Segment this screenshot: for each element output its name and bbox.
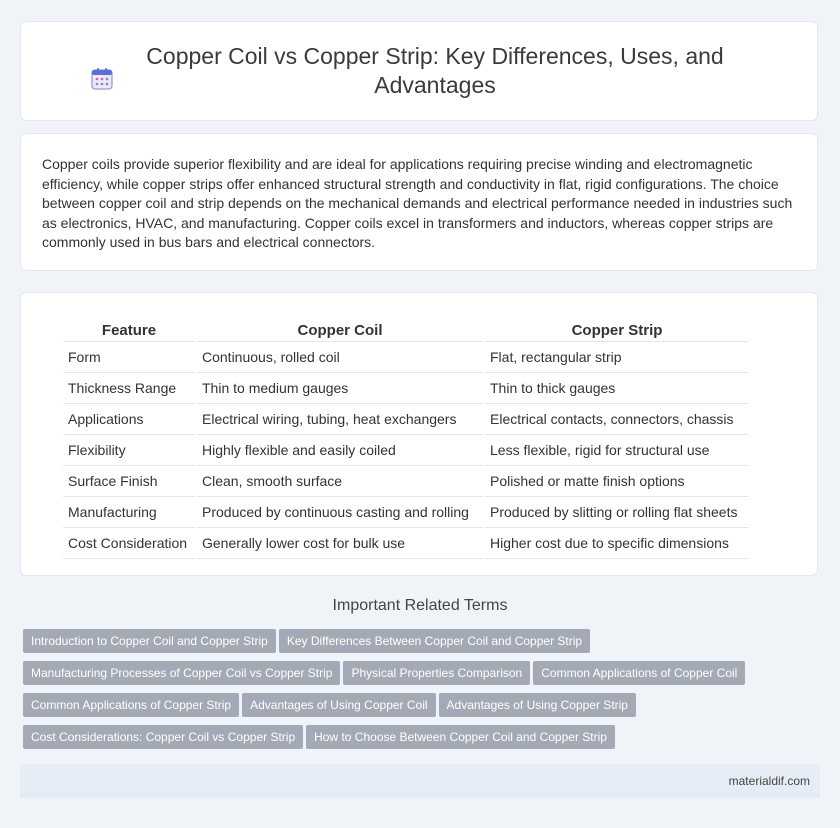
- tag-link[interactable]: Introduction to Copper Coil and Copper Strip: [23, 629, 276, 653]
- cell-strip: Flat, rectangular strip: [485, 342, 749, 373]
- tag-link[interactable]: Common Applications of Copper Strip: [23, 693, 239, 717]
- table-row: [63, 497, 749, 528]
- table-row: [63, 435, 749, 466]
- comparison-table: [61, 315, 751, 559]
- tag-link[interactable]: Advantages of Using Copper Strip: [439, 693, 636, 717]
- cell-strip: Higher cost due to specific dimensions: [485, 528, 749, 559]
- related-terms-title: Important Related Terms: [332, 597, 508, 614]
- table-header-row: [63, 315, 749, 342]
- cell-feature: Form: [63, 342, 195, 373]
- tag-link[interactable]: Advantages of Using Copper Coil: [242, 693, 435, 717]
- intro-card: [20, 133, 818, 271]
- cell-feature: Thickness Range: [63, 373, 195, 404]
- footer: [20, 764, 820, 798]
- cell-feature: Surface Finish: [63, 466, 195, 497]
- cell-strip: Electrical contacts, connectors, chassis: [485, 404, 749, 435]
- cell-strip: Less flexible, rigid for structural use: [485, 435, 749, 466]
- cell-coil: Generally lower cost for bulk use: [197, 528, 483, 559]
- cell-feature: Applications: [63, 404, 195, 435]
- comparison-table-card: [20, 292, 818, 576]
- tag-link[interactable]: Manufacturing Processes of Copper Coil vs Copper Strip: [23, 661, 340, 685]
- cell-feature: Manufacturing: [63, 497, 195, 528]
- related-terms-tags: [23, 629, 803, 757]
- cell-coil: Highly flexible and easily coiled: [197, 435, 483, 466]
- intro-paragraph: Copper coils provide superior flexibility and are ideal for applications requiring precise winding and electromagnetic efficiency, while copper strips offer enhanced structural strength and conductivity in flat, rigid configurations. The choice between copper coil and strip depends on the mechanical demands and electrical performance needed in industries such as electronics, HVAC, and manufacturing. Copper coils excel in transformers and inductors, whereas copper strips are commonly used in bus bars and electrical connectors.: [42, 156, 793, 251]
- calendar-icon: [89, 66, 115, 92]
- cell-coil: Electrical wiring, tubing, heat exchangers: [197, 404, 483, 435]
- cell-coil: Clean, smooth surface: [197, 466, 483, 497]
- cell-coil: Continuous, rolled coil: [197, 342, 483, 373]
- header-copper-coil: Copper Coil: [197, 315, 483, 342]
- cell-strip: Polished or matte finish options: [485, 466, 749, 497]
- header-feature: Feature: [63, 315, 195, 342]
- tag-link[interactable]: Physical Properties Comparison: [343, 661, 530, 685]
- tag-link[interactable]: How to Choose Between Copper Coil and Copper Strip: [306, 725, 615, 749]
- header-card: [20, 21, 818, 121]
- tag-link[interactable]: Key Differences Between Copper Coil and Copper Strip: [279, 629, 590, 653]
- cell-strip: Thin to thick gauges: [485, 373, 749, 404]
- footer-site-link[interactable]: materialdif.com: [728, 774, 810, 788]
- cell-coil: Produced by continuous casting and rolling: [197, 497, 483, 528]
- title-wrap: [89, 42, 749, 100]
- table-row: [63, 528, 749, 559]
- header-copper-strip: Copper Strip: [485, 315, 749, 342]
- cell-coil: Thin to medium gauges: [197, 373, 483, 404]
- table-row: [63, 342, 749, 373]
- tag-link[interactable]: Cost Considerations: Copper Coil vs Copper Strip: [23, 725, 303, 749]
- tag-link[interactable]: Common Applications of Copper Coil: [533, 661, 745, 685]
- cell-feature: Cost Consideration: [63, 528, 195, 559]
- table-row: [63, 373, 749, 404]
- cell-feature: Flexibility: [63, 435, 195, 466]
- table-row: [63, 466, 749, 497]
- table-row: [63, 404, 749, 435]
- cell-strip: Produced by slitting or rolling flat sheets: [485, 497, 749, 528]
- page-title: Copper Coil vs Copper Strip: Key Differences, Uses, and Advantages: [146, 43, 724, 98]
